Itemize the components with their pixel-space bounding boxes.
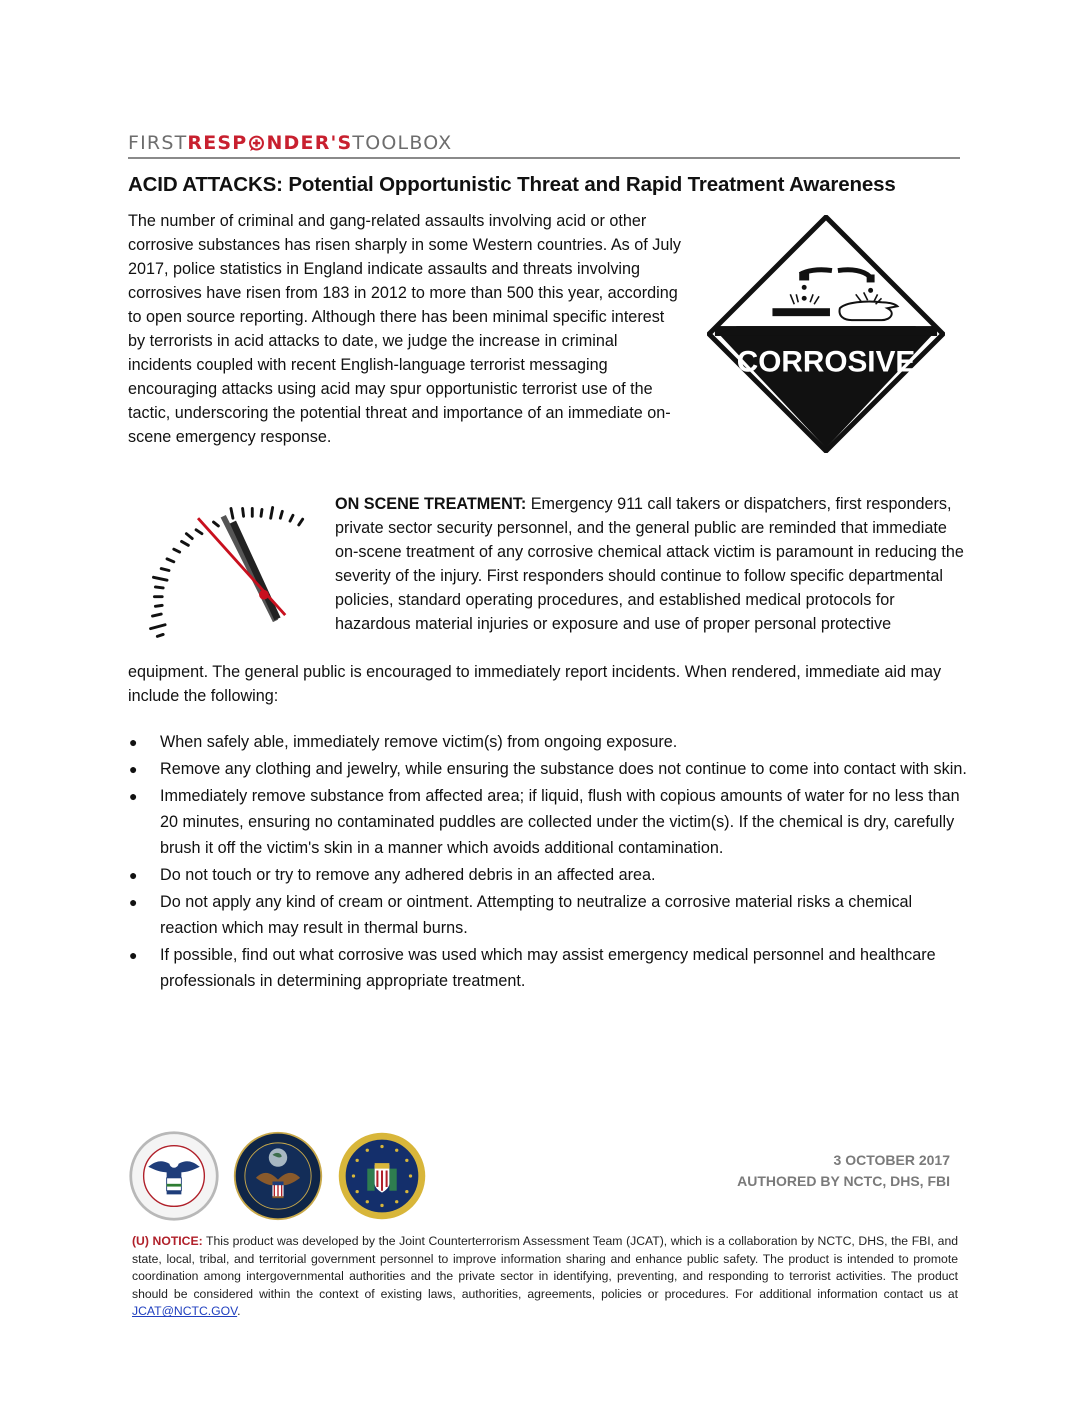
notice-text: This product was developed by the Joint Counterterrorism Assessment Team (JCAT), which is a collaboration by NCTC, DHS, the FBI, and state, local, tribal, and territorial government personnel to improve information sharing and enhance public safety. The product is intended to promote coordination among intergovernmental authorities and the private sector in identifying, preventing, and responding to terrorist activities. The product should be considered within the context of existing laws, authorities, agreements, policies or procedures. For additional information contact us at xyxy=(132,1234,959,1301)
list-item: ● Do not touch or try to remove any adhered debris in an affected area. xyxy=(128,862,968,888)
bullet-icon: ● xyxy=(129,894,138,910)
list-item: ● If possible, find out what corrosive was used which may assist emergency medical personnel and healthcare professionals in determining appropriate treatment. xyxy=(128,942,968,994)
brand-red-1: RESP xyxy=(187,132,248,154)
publication-date: 3 OCTOBER 2017 xyxy=(833,1152,950,1168)
publication-info xyxy=(737,1150,950,1192)
list-item: ● Immediately remove substance from affected area; if liquid, flush with copious amounts of water for no less than 20 minutes, ensuring no contaminated puddles are collected under the victim(s). If the chemical is dry, carefully brush it off the victim's skin in a manner which avoids additional contamination. xyxy=(128,783,968,861)
clock-face-icon xyxy=(128,493,332,648)
fbi-seal-icon xyxy=(336,1130,428,1222)
treatment-text: Emergency 911 call takers or dispatchers, first responders, private sector security personnel, and the general public are reminded that immediate on-scene treatment of any corrosive chemical attack victim is paramount in reducing the severity of the injury. First responders should continue to follow specific departmental policies, standard operating procedures, and established medical protocols for hazardous material injuries or exposure and use of proper personal protective xyxy=(335,495,964,633)
intro-paragraph: The number of criminal and gang-related assaults involving acid or other corrosive substances has risen sharply in some Western countries. As of July 2017, police statistics in England indicate assaults and threats involving corrosives have risen from 183 in 2012 to more than 500 this year, according to open source reporting. Although there has been minimal specific interest by terrorists in acid attacks to date, we judge the increase in criminal incidents coupled with recent English-language terrorist messaging encouraging attacks using acid may spur opportunistic terrorist use of the tactic, underscoring the potential threat and importance of an immediate on-scene emergency response. xyxy=(128,212,682,446)
aid-steps-list xyxy=(128,729,968,995)
bullet-icon: ● xyxy=(129,867,138,883)
header-divider xyxy=(128,157,960,159)
agency-seals xyxy=(128,1130,428,1226)
list-item: ● Remove any clothing and jewelry, while ensuring the substance does not continue to come into contact with skin. xyxy=(128,756,968,782)
notice-label: (U) NOTICE: xyxy=(132,1234,203,1248)
list-item: ● When safely able, immediately remove victim(s) from ongoing exposure. xyxy=(128,729,968,755)
nctc-seal-icon xyxy=(232,1130,324,1222)
brand-red-2: NDER'S xyxy=(266,132,353,154)
brand-prefix: FIRST xyxy=(128,132,188,154)
bullet-icon: ● xyxy=(129,947,138,963)
bullet-icon: ● xyxy=(129,761,138,777)
first-responders-toolbox-logo xyxy=(128,131,452,155)
list-item: ● Do not apply any kind of cream or ointment. Attempting to neutralize a corrosive material risks a chemical reaction which may result in thermal burns. xyxy=(128,889,968,941)
contact-email-link[interactable]: JCAT@NCTC.GOV xyxy=(132,1304,238,1319)
placard-label: CORROSIVE xyxy=(736,345,916,379)
bullet-icon: ● xyxy=(129,734,138,750)
brand-suffix: TOOLBOX xyxy=(352,132,453,154)
corrosive-placard-icon xyxy=(707,215,945,453)
treatment-heading: ON SCENE TREATMENT: xyxy=(335,495,527,513)
page-title: ACID ATTACKS: Potential Opportunistic Threat and Rapid Treatment Awareness xyxy=(128,173,896,196)
on-scene-treatment-paragraph xyxy=(335,492,965,636)
treatment-continued: equipment. The general public is encouraged to immediately report incidents. When rendered, immediate aid may include the following: xyxy=(128,663,942,705)
bullet-icon: ● xyxy=(129,788,138,804)
notice-block: (U) NOTICE: This product was developed by the Joint Counterterrorism Assessment Team (JCAT), which is a collaboration by NCTC, DHS, the FBI, and state, local, tribal, and territorial government personnel to improve information sharing and enhance public safety. The product is intended to promote coordination among intergovernmental authorities and the private sector in identifying, preventing, and responding to terrorist activities. The product should be considered within the context of existing laws, authorities, agreements, policies or procedures. For additional information contact us at JCAT@NCTC.GOV. xyxy=(132,1234,959,1319)
dhs-seal-icon xyxy=(128,1130,220,1222)
medical-cross-icon xyxy=(248,135,265,152)
authored-by: AUTHORED BY NCTC, DHS, FBI xyxy=(737,1173,950,1189)
